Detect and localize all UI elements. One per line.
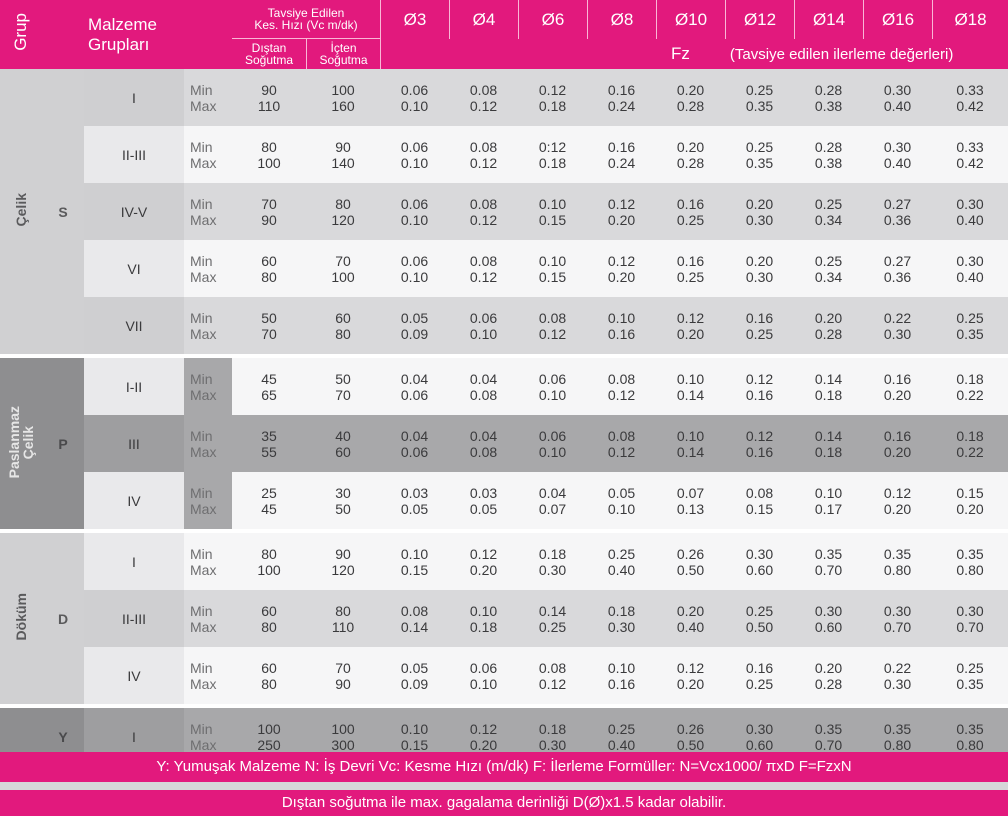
vc-external-cooling: 25 45: [232, 472, 306, 529]
material-subgroup: IV-V: [84, 183, 184, 240]
fz-value: 0.04 0.08: [449, 358, 518, 415]
fz-value: 0.06 0.10: [518, 358, 587, 415]
fz-value: 0.33 0.42: [932, 126, 1008, 183]
vc-internal-cooling: 50 70: [306, 358, 380, 415]
fz-value: 0.06 0.10: [380, 240, 449, 297]
vc-internal-cooling: 90 140: [306, 126, 380, 183]
fz-value: 0.10 0.16: [587, 297, 656, 354]
fz-value: 0.06 0.10: [449, 647, 518, 704]
table-row: [0, 126, 1008, 183]
table-row: [0, 590, 1008, 647]
material-subgroup: IV: [84, 472, 184, 529]
diameter-header: Ø10: [656, 0, 725, 39]
fz-value: 0.20 0.28: [794, 647, 863, 704]
fz-value: 0.27 0.36: [863, 183, 932, 240]
diameter-header: Ø3: [380, 0, 449, 39]
fz-value: 0.08 0.12: [518, 297, 587, 354]
vc-external-cooling: 90 110: [232, 69, 306, 126]
note-bar: Dıştan soğutma ile max. gagalama derinliği D(Ø)x1.5 kadar olabilir.: [0, 790, 1008, 816]
vc-external-cooling: 60 80: [232, 647, 306, 704]
vc-external-cooling: 35 55: [232, 415, 306, 472]
fz-value: 0.22 0.30: [863, 297, 932, 354]
fz-value: 0.35 0.70: [794, 708, 863, 765]
fz-value: 0.10 0.15: [380, 533, 449, 590]
min-max-label: Min Max: [184, 183, 232, 240]
fz-value: 0.20 0.30: [725, 183, 794, 240]
fz-value: 0.20 0.30: [725, 240, 794, 297]
fz-value: 0.30 0.70: [863, 590, 932, 647]
fz-value: 0.12 0.18: [518, 69, 587, 126]
vc-internal-cooling: 100 300: [306, 708, 380, 765]
fz-value: 0.30 0.70: [932, 590, 1008, 647]
material-subgroup: I: [84, 69, 184, 126]
material-subgroup: VI: [84, 240, 184, 297]
fz-value: 0.25 0.34: [794, 240, 863, 297]
fz-value: 0.18 0.30: [518, 708, 587, 765]
fz-value: 0:12 0.18: [518, 126, 587, 183]
vc-external-cooling: 45 65: [232, 358, 306, 415]
grup-header: Grup: [0, 0, 42, 69]
fz-value: 0.16 0.20: [863, 415, 932, 472]
material-subgroup: I-II: [84, 358, 184, 415]
icten-sogutma-header: İçten Soğutma: [306, 39, 380, 69]
fz-value: 0.28 0.38: [794, 126, 863, 183]
fz-value: 0.27 0.36: [863, 240, 932, 297]
min-max-label: Min Max: [184, 358, 232, 415]
fz-value: 0.16 0.25: [656, 240, 725, 297]
fz-value: 0.30 0.60: [794, 590, 863, 647]
fz-value: 0.03 0.05: [449, 472, 518, 529]
vc-internal-cooling: 70 100: [306, 240, 380, 297]
fz-value: 0.10 0.15: [518, 183, 587, 240]
fz-value: 0.08 0.12: [449, 240, 518, 297]
fz-value: 0.12 0.20: [863, 472, 932, 529]
fz-value: 0.35 0.80: [932, 533, 1008, 590]
fz-value: 0.30 0.40: [863, 126, 932, 183]
fz-value: 0.07 0.13: [656, 472, 725, 529]
vc-internal-cooling: 80 110: [306, 590, 380, 647]
fz-value: 0.04 0.08: [449, 415, 518, 472]
diameter-header: Ø16: [863, 0, 932, 39]
fz-value: 0.25 0.35: [932, 297, 1008, 354]
fz-value: 0.22 0.30: [863, 647, 932, 704]
fz-value: 0.05 0.10: [587, 472, 656, 529]
fz-value: 0.08 0.12: [587, 415, 656, 472]
min-max-label: Min Max: [184, 533, 232, 590]
fz-value: 0.30 0.60: [725, 708, 794, 765]
material-group-code: D: [42, 533, 84, 704]
fz-value: 0.35 0.80: [863, 708, 932, 765]
fz-value: 0.05 0.09: [380, 647, 449, 704]
fz-value: 0.08 0.12: [449, 69, 518, 126]
table-row: [0, 297, 1008, 354]
material-subgroup: I: [84, 708, 184, 765]
vc-header: Tavsiye Edilen Kes. Hızı (Vc m/dk): [232, 0, 380, 39]
table-row: [0, 472, 1008, 529]
fz-value: 0.06 0.10: [518, 415, 587, 472]
fz-header: Fz (Tavsiye edilen ilerleme değerleri): [380, 39, 1008, 69]
table-row: [0, 533, 1008, 590]
fz-value: 0.10 0.14: [656, 415, 725, 472]
vc-internal-cooling: 40 60: [306, 415, 380, 472]
material-group-code: P: [42, 358, 84, 529]
fz-value: 0.16 0.25: [656, 183, 725, 240]
fz-value: 0.08 0.15: [725, 472, 794, 529]
material-group-code: Y: [42, 708, 84, 765]
fz-value: 0.04 0.06: [380, 358, 449, 415]
table-row: [0, 647, 1008, 704]
fz-value: 0.10 0.15: [380, 708, 449, 765]
fz-value: 0.26 0.50: [656, 708, 725, 765]
diameter-header: Ø6: [518, 0, 587, 39]
vc-internal-cooling: 100 160: [306, 69, 380, 126]
fz-value: 0.10 0.15: [518, 240, 587, 297]
fz-value: 0.25 0.35: [725, 69, 794, 126]
fz-value: 0.12 0.20: [449, 708, 518, 765]
min-max-label: Min Max: [184, 126, 232, 183]
fz-value: 0.08 0.12: [449, 126, 518, 183]
fz-value: 0.12 0.20: [587, 240, 656, 297]
material-group-name: Döküm: [0, 533, 42, 704]
vc-external-cooling: 50 70: [232, 297, 306, 354]
fz-value: 0.10 0.17: [794, 472, 863, 529]
fz-value: 0.10 0.14: [656, 358, 725, 415]
fz-value: 0.16 0.25: [725, 297, 794, 354]
fz-value: 0.25 0.35: [932, 647, 1008, 704]
fz-value: 0.30 0.40: [932, 240, 1008, 297]
fz-value: 0.10 0.18: [449, 590, 518, 647]
fz-value: 0.25 0.34: [794, 183, 863, 240]
fz-value: 0.06 0.10: [449, 297, 518, 354]
fz-value: 0.16 0.25: [725, 647, 794, 704]
fz-value: 0.14 0.25: [518, 590, 587, 647]
vc-internal-cooling: 80 120: [306, 183, 380, 240]
fz-value: 0.26 0.50: [656, 533, 725, 590]
fz-value: 0.20 0.28: [794, 297, 863, 354]
malzeme-header: Malzeme Grupları: [84, 0, 184, 69]
vc-external-cooling: 80 100: [232, 126, 306, 183]
fz-value: 0.18 0.30: [518, 533, 587, 590]
fz-value: 0.18 0.22: [932, 358, 1008, 415]
fz-value: 0.12 0.20: [656, 297, 725, 354]
fz-value: 0.06 0.10: [380, 126, 449, 183]
vc-external-cooling: 60 80: [232, 240, 306, 297]
diameter-header: Ø8: [587, 0, 656, 39]
material-subgroup: IV: [84, 647, 184, 704]
legend-bar: Y: Yumuşak Malzeme N: İş Devri Vc: Kesme Hızı (m/dk) F: İlerleme Formüller: N=Vcx1000/ πxD F=FzxN: [0, 752, 1008, 782]
table-row: [0, 69, 1008, 126]
fz-value: 0.04 0.06: [380, 415, 449, 472]
material-group-name: Paslanmaz Çelik: [0, 358, 42, 529]
vc-internal-cooling: 30 50: [306, 472, 380, 529]
fz-value: 0.30 0.40: [863, 69, 932, 126]
fz-value: 0.16 0.20: [863, 358, 932, 415]
fz-value: 0.12 0.20: [587, 183, 656, 240]
fz-value: 0.08 0.12: [449, 183, 518, 240]
fz-value: 0.08 0.12: [518, 647, 587, 704]
table-row: [0, 358, 1008, 415]
fz-value: 0.30 0.60: [725, 533, 794, 590]
fz-value: 0.25 0.40: [587, 708, 656, 765]
fz-value: 0.16 0.24: [587, 126, 656, 183]
diameter-header: Ø18: [932, 0, 1008, 39]
material-group-name: Çelik: [0, 69, 42, 354]
fz-value: 0.03 0.05: [380, 472, 449, 529]
fz-value: 0.20 0.28: [656, 69, 725, 126]
fz-value: 0.06 0.10: [380, 183, 449, 240]
fz-value: 0.08 0.12: [587, 358, 656, 415]
fz-value: 0.12 0.20: [656, 647, 725, 704]
vc-external-cooling: 60 80: [232, 590, 306, 647]
vc-internal-cooling: 70 90: [306, 647, 380, 704]
fz-value: 0.30 0.40: [932, 183, 1008, 240]
vc-internal-cooling: 90 120: [306, 533, 380, 590]
fz-value: 0.08 0.14: [380, 590, 449, 647]
material-subgroup: I: [84, 533, 184, 590]
fz-value: 0.20 0.28: [656, 126, 725, 183]
fz-value: 0.25 0.40: [587, 533, 656, 590]
diameter-header: Ø14: [794, 0, 863, 39]
fz-value: 0.18 0.30: [587, 590, 656, 647]
table-row: [0, 183, 1008, 240]
fz-value: 0.35 0.80: [932, 708, 1008, 765]
fz-value: 0.05 0.09: [380, 297, 449, 354]
diameter-header: Ø4: [449, 0, 518, 39]
fz-value: 0.14 0.18: [794, 415, 863, 472]
vc-external-cooling: 100 250: [232, 708, 306, 765]
vc-external-cooling: 80 100: [232, 533, 306, 590]
min-max-label: Min Max: [184, 708, 232, 765]
fz-value: 0.12 0.16: [725, 415, 794, 472]
fz-value: 0.10 0.16: [587, 647, 656, 704]
diameter-header: Ø12: [725, 0, 794, 39]
fz-value: 0.15 0.20: [932, 472, 1008, 529]
min-max-label: Min Max: [184, 472, 232, 529]
fz-value: 0.25 0.35: [725, 126, 794, 183]
fz-value: 0.28 0.38: [794, 69, 863, 126]
fz-value: 0.25 0.50: [725, 590, 794, 647]
fz-value: 0.04 0.07: [518, 472, 587, 529]
fz-value: 0.16 0.24: [587, 69, 656, 126]
min-max-label: Min Max: [184, 590, 232, 647]
vc-internal-cooling: 60 80: [306, 297, 380, 354]
vc-external-cooling: 70 90: [232, 183, 306, 240]
material-subgroup: VII: [84, 297, 184, 354]
table-row: [0, 415, 1008, 472]
table-row: [0, 240, 1008, 297]
fz-value: 0.20 0.40: [656, 590, 725, 647]
material-subgroup: II-III: [84, 126, 184, 183]
fz-value: 0.06 0.10: [380, 69, 449, 126]
fz-value: 0.12 0.16: [725, 358, 794, 415]
material-subgroup: III: [84, 415, 184, 472]
min-max-label: Min Max: [184, 297, 232, 354]
fz-value: 0.35 0.80: [863, 533, 932, 590]
fz-value: 0.14 0.18: [794, 358, 863, 415]
fz-value: 0.33 0.42: [932, 69, 1008, 126]
material-subgroup: II-III: [84, 590, 184, 647]
min-max-label: Min Max: [184, 647, 232, 704]
min-max-label: Min Max: [184, 415, 232, 472]
material-group-code: S: [42, 69, 84, 354]
min-max-label: Min Max: [184, 69, 232, 126]
fz-value: 0.12 0.20: [449, 533, 518, 590]
distan-sogutma-header: Dıştan Soğutma: [232, 39, 306, 69]
fz-value: 0.18 0.22: [932, 415, 1008, 472]
min-max-label: Min Max: [184, 240, 232, 297]
fz-value: 0.35 0.70: [794, 533, 863, 590]
